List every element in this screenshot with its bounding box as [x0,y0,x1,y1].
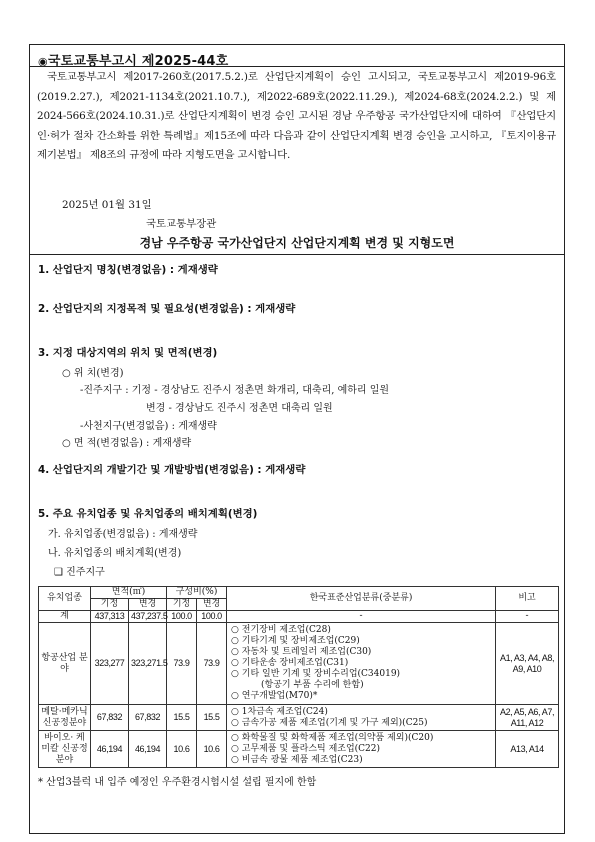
header-ratio: 구성비(%) [167,587,227,599]
row-ratio-existing: 73.9 [167,623,197,705]
jinju-existing-location: -진주지구 : 기정 - 경상남도 진주시 정촌면 화개리, 대축리, 예하리 일원 [80,385,390,396]
header-ratio-changed: 변경 [197,599,227,611]
table-footnote: * 산업3블럭 내 입주 예정인 우주환경시험시설 설립 필지에 한함 [38,777,317,788]
total-classification: - [227,611,496,623]
classification-item: ○ 화학물질 및 화학제품 제조업(의약품 제외)(C20) [231,732,434,743]
total-area-existing: 437,313 [91,611,129,623]
classification-item: ○ 1차금속 제조업(C24) [231,706,328,717]
header-industry: 유치업종 [39,587,91,611]
header-area: 면적(㎡) [91,587,167,599]
jinju-changed-location: 변경 - 경상남도 진주시 정촌면 대축리 일원 [146,403,333,414]
row-industry-label: 바이오· 케미칼 신공정분야 [39,731,91,768]
row-area-existing: 46,194 [91,731,129,768]
header-note: 비고 [496,587,559,611]
notice-date: 2025년 01월 31일 [62,199,152,211]
classification-item: ○ 기타 일반 기계 및 장비수리업(C34019) [231,669,401,679]
section-4-heading: 4. 산업단지의 개발기간 및 개발방법(변경없음) : 게재생략 [38,464,306,476]
location-item: ○ 위 치(변경) [62,368,124,379]
row-industry-label: 메탈·메카닉 신공정분야 [39,705,91,731]
row-area-changed: 46,194 [129,731,167,768]
table-total-row [39,611,559,623]
industry-type-item: 가. 유치업종(변경없음) : 게재생략 [48,529,198,540]
row-classification-list [227,731,496,768]
row-industry-label: 항공산업 분야 [39,623,91,705]
header-area-changed: 변경 [129,599,167,611]
total-ratio-existing: 100.0 [167,611,197,623]
notice-issuer: 국토교통부장관 [146,218,217,230]
header-area-existing: 기정 [91,599,129,611]
total-label: 계 [39,611,91,623]
document-title: 경남 우주항공 국가산업단지 산업단지계획 변경 및 지형도면 [139,236,455,250]
section-1-heading: 1. 산업단지 명칭(변경없음) : 게재생략 [38,264,218,276]
table-row [39,705,559,731]
classification-item: (항공기 부품 수리에 한함) [261,680,364,690]
classification-item: ○ 기타운송 장비제조업(C31) [231,658,349,668]
row-area-changed: 323,271.5 [129,623,167,705]
row-classification-list [227,705,496,731]
row-area-existing: 67,832 [91,705,129,731]
section-2-heading: 2. 산업단지의 지정목적 및 필요성(변경없음) : 게재생략 [38,303,296,315]
row-ratio-changed: 73.9 [197,623,227,705]
industry-layout-table [38,586,559,768]
classification-item: ○ 기타기계 및 장비제조업(C29) [231,636,360,646]
total-area-changed: 437,237.5 [129,611,167,623]
row-area-changed: 67,832 [129,705,167,731]
row-ratio-existing: 10.6 [167,731,197,768]
table-row [39,623,559,705]
area-item: ○ 면 적(변경없음) : 게재생략 [62,438,192,449]
classification-item: ○ 비금속 광물 제품 제조업(C23) [231,754,363,765]
row-ratio-existing: 15.5 [167,705,197,731]
row-area-existing: 323,277 [91,623,129,705]
classification-item: ○ 금속가공 제품 제조업(기계 및 가구 제외)(C25) [231,717,428,728]
notice-body [37,68,556,166]
classification-item: ○ 고무제품 및 플라스틱 제조업(C22) [231,743,381,754]
notice-number: 국토교통부고시 제2025-44호 [47,54,229,69]
classification-item: ○ 연구개발업(M70)* [231,691,318,701]
row-note: A1, A3, A4, A8, A9, A10 [496,623,559,705]
notice-body-text: 국토교통부고시 제2017-260호(2017.5.2.)로 산업단지계획이 승인 고시되고, 국토교통부고시 제2019-96호(2019.2.27.), 제2021-1134호(2021.10.7.), 제2022-689호(2022.11.29.), 제2024-68호(2024.2.2.) 및 제2024-566호(2024.10.31.)로 산업단지계획이 변경 승인 고시된 경남 우주항공 국가산업단지에 대하여 『산업단지 인·허가 절차 간소화를 위한 특례법』제15조에 따라 다음과 같이 산업단지계획 변경 승인을 고시하고, 『토지이용규제기본법』 제8조의 규정에 따라 지형도면을 고시합니다. [37,71,556,161]
bullet-mark-icon: ◉ [38,55,48,68]
title-divider [29,66,565,67]
row-classification-list [227,623,496,705]
row-ratio-changed: 10.6 [197,731,227,768]
sacheon-location: -사천지구(변경없음) : 게재생략 [80,421,217,432]
document-title-divider [29,254,565,255]
layout-plan-item: 나. 유치업종의 배치계획(변경) [48,548,182,559]
header-ratio-existing: 기정 [167,599,197,611]
row-note: A2, A5, A6, A7, A11, A12 [496,705,559,731]
row-ratio-changed: 15.5 [197,705,227,731]
row-note: A13, A14 [496,731,559,768]
header-classification: 한국표준산업분류(중분류) [227,587,496,611]
jinju-district-label: ❑ 진주지구 [54,567,105,578]
section-5-heading: 5. 주요 유치업종 및 유치업종의 배치계획(변경) [38,508,258,520]
classification-item: ○ 전기장비 제조업(C28) [231,625,331,635]
table-header-row [39,587,559,599]
classification-item: ○ 자동차 및 트레일러 제조업(C30) [231,647,372,657]
table-row [39,731,559,768]
total-ratio-changed: 100.0 [197,611,227,623]
total-note: - [496,611,559,623]
section-3-heading: 3. 지정 대상지역의 위치 및 면적(변경) [38,347,218,359]
